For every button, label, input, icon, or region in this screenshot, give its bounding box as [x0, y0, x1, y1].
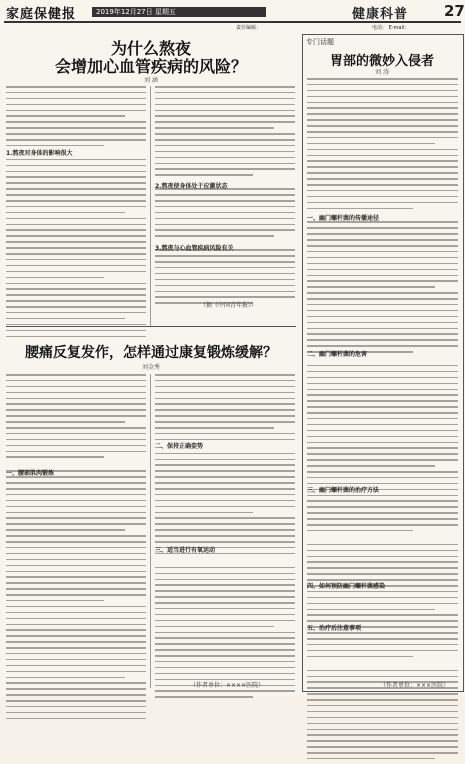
- bottom-column-1: [6, 374, 146, 724]
- subhead: 二、保持正确姿势: [155, 443, 204, 450]
- subhead: 二、幽门螺杆菌的危害: [307, 351, 368, 358]
- subhead: 一、腰部肌肉锻炼: [6, 470, 55, 477]
- right-byline: 刘 涛: [375, 69, 389, 76]
- article-headline-line1: 为什么熬夜: [110, 39, 191, 58]
- article-column-2: [155, 86, 295, 308]
- date-bar: 2019年12月27日 星期五: [92, 7, 266, 17]
- right-column-text: [307, 78, 458, 764]
- article-headline-line2: 会增加心血管疾病的风险？: [54, 57, 247, 76]
- bottom-column-2: [155, 374, 295, 702]
- right-kicker: 专门话题: [306, 38, 334, 46]
- subhead: 三、幽门螺杆菌的治疗方法: [307, 487, 380, 494]
- article-column-1: [6, 86, 146, 341]
- bottom-article-footer: （作者单位：××××医院）: [190, 682, 265, 689]
- contact-line: 电话： E-mail：: [372, 25, 410, 31]
- subhead: 一、幽门螺杆菌的传播途径: [307, 215, 380, 222]
- article-footer: （据《中国青年报》）: [200, 302, 258, 309]
- bottom-article-headline: 腰痛反复发作，怎样通过康复锻炼缓解？: [25, 345, 277, 361]
- sub-header-line: [4, 21, 461, 31]
- column-rule: [150, 374, 151, 688]
- subhead: 三、适当进行有氧运动: [155, 547, 216, 554]
- masthead: [4, 2, 465, 22]
- article-divider: [6, 326, 296, 327]
- editor-line: 责任编辑：: [236, 25, 262, 31]
- subhead: 四、如何预防幽门螺杆菌感染: [307, 583, 386, 590]
- newspaper-title: 家庭保健报: [6, 7, 77, 22]
- bottom-article-byline: 刘金秀: [141, 364, 160, 371]
- subhead: 1.熬夜对身体的影响很大: [6, 150, 73, 157]
- right-headline: 胃部的微妙入侵者: [329, 54, 434, 69]
- subhead: 2.熬夜使身体处于应激状态: [155, 183, 228, 190]
- article-byline: 刘 涵: [144, 77, 158, 84]
- subhead: 3.熬夜与心血管疾病风险有关: [155, 245, 234, 252]
- page-number: 27: [444, 2, 465, 20]
- section-title: 健康科普: [352, 7, 409, 22]
- right-footer: （作者单位：×××医院）: [380, 682, 450, 689]
- subhead: 五、治疗后注意事项: [307, 625, 362, 632]
- column-rule: [150, 86, 151, 326]
